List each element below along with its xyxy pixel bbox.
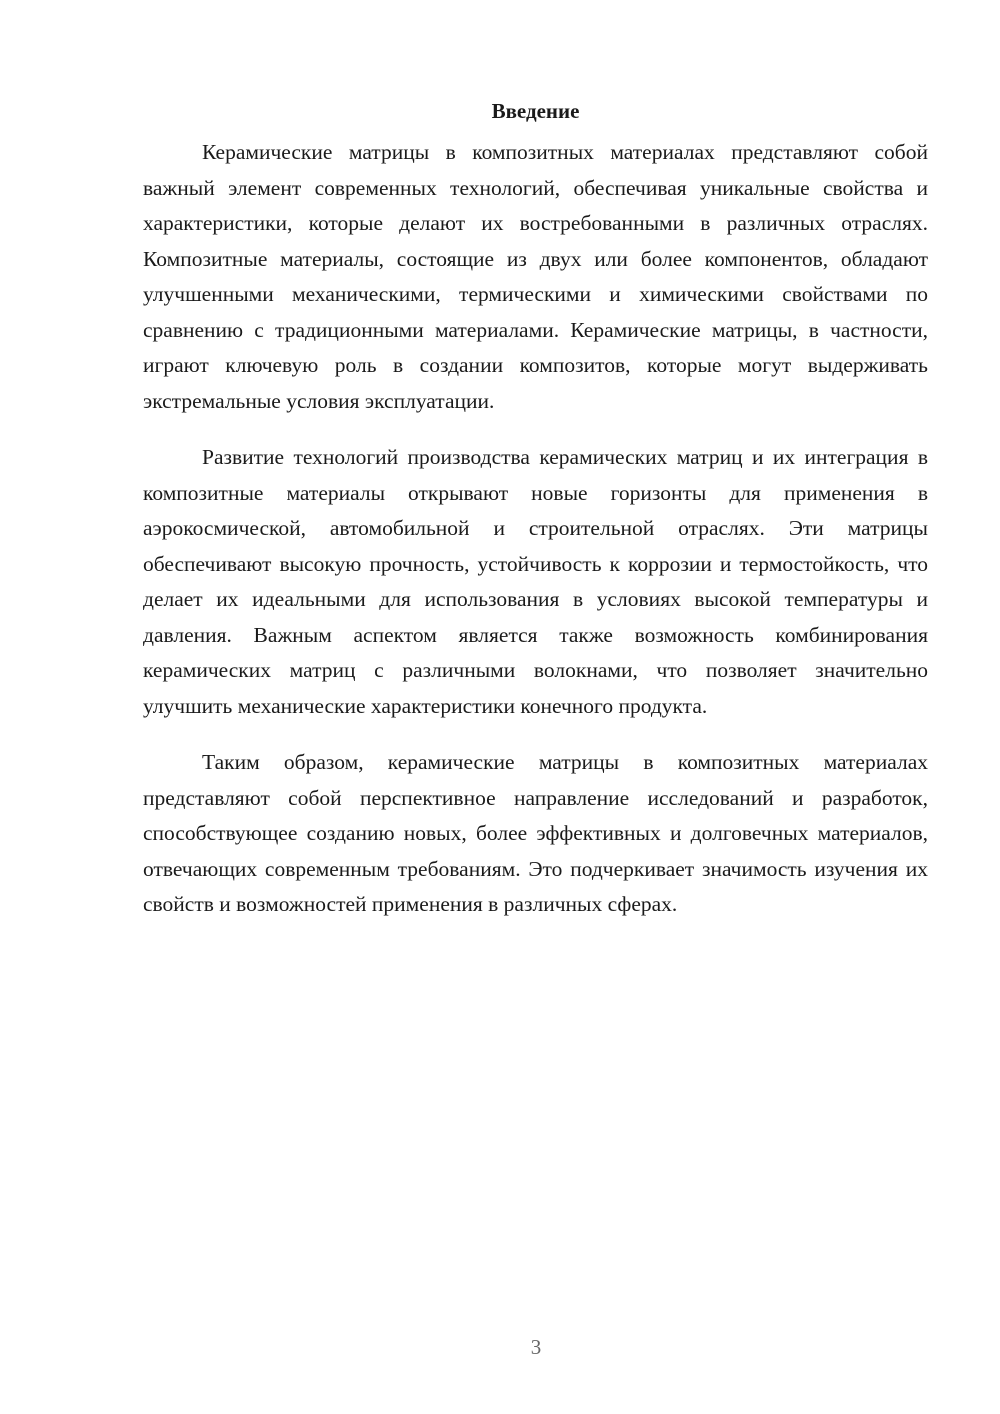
paragraph-3: Таким образом, керамические матрицы в композитных материалах представляют собой перспективное направление исследований и разработок, способствующее созданию новых, более эффективных и долговечных материалов, отвечающих современным требованиям. Это подчеркивает значимость изучения их свойств и возможностей применения в различных сферах. — [143, 750, 928, 916]
page-content — [143, 97, 928, 944]
paragraph-2: Развитие технологий производства керамических матриц и их интеграция в композитные материалы открывают новые горизонты для применения в аэрокосмической, автомобильной и строительной отраслях. Эти матрицы обеспечивают высокую прочность, устойчивость к коррозии и термостойкость, что делает их идеальными для использования в условиях высокой температуры и давления. Важным аспектом является также возможность комбинирования керамических матриц с различными волокнами, что позволяет значительно улучшить механические характеристики конечного продукта. — [143, 445, 928, 718]
paragraph-1: Керамические матрицы в композитных материалах представляют собой важный элемент современных технологий, обеспечивая уникальные свойства и характеристики, которые делают их востребованными в различных отраслях. Композитные материалы, состоящие из двух или более компонентов, обладают улучшенными механическими, термическими и химическими свойствами по сравнению с традиционными материалами. Керамические матрицы, в частности, играют ключевую роль в создании композитов, которые могут выдерживать экстремальные условия эксплуатации. — [143, 140, 928, 413]
page-title: Введение — [491, 99, 580, 123]
page-number: 3 — [530, 1335, 542, 1359]
